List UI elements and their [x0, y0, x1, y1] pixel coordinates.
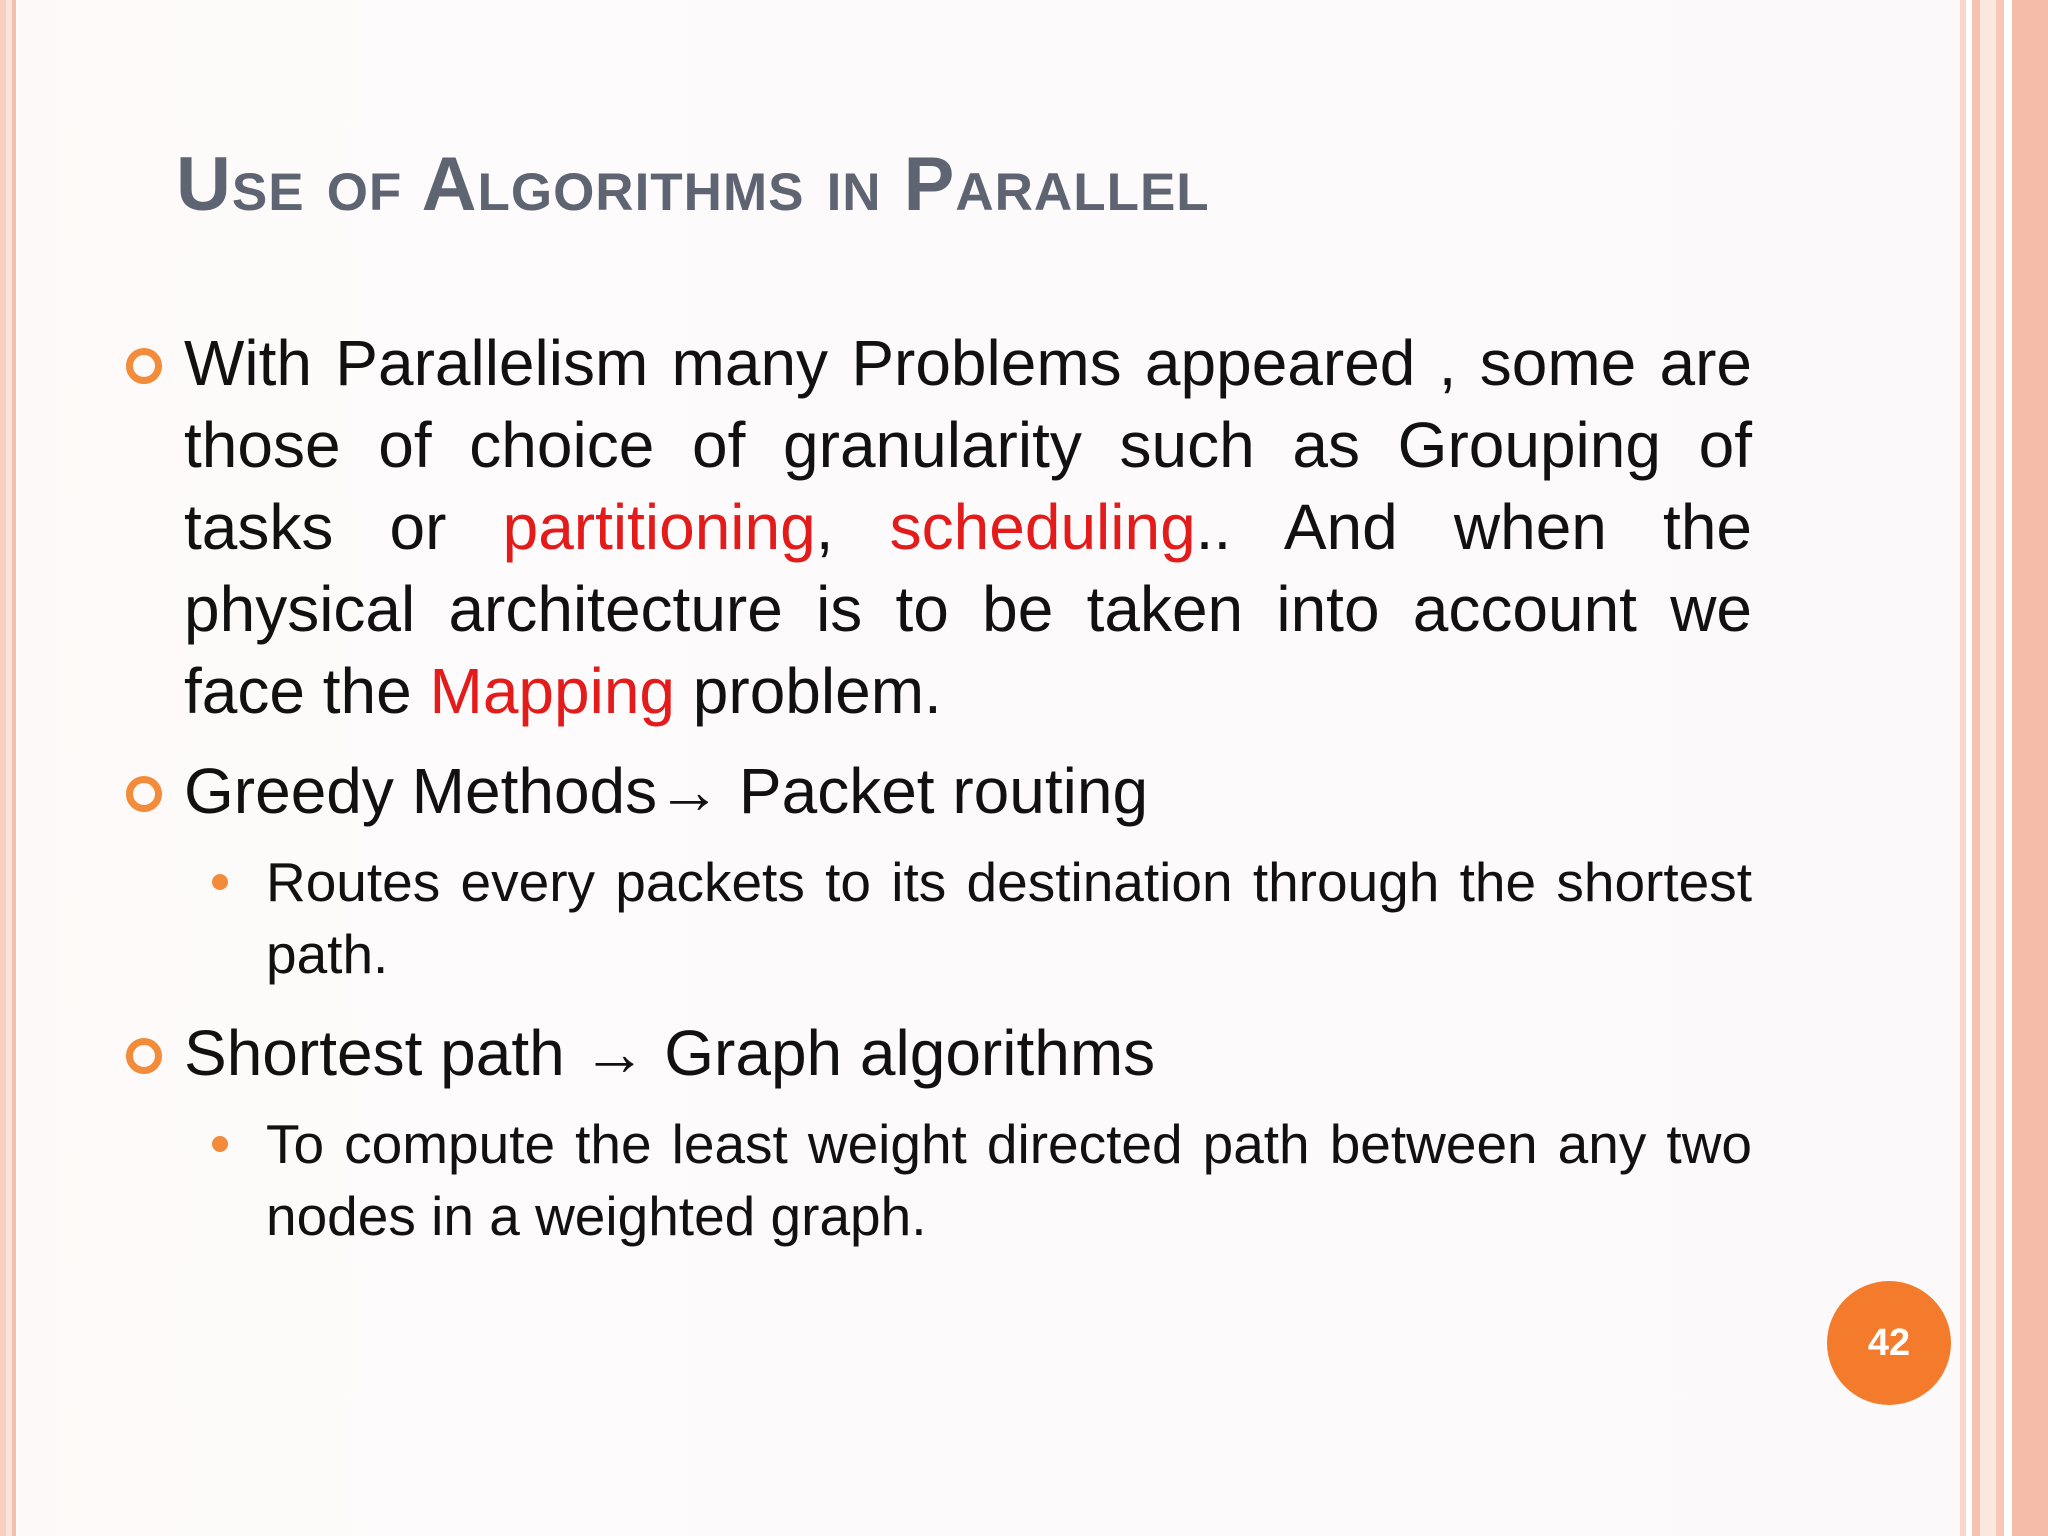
bullet-text-segment: problem.: [675, 655, 942, 727]
sub-bullet-graph-algorithms: [266, 1108, 1752, 1252]
ring-bullet-icon: [126, 348, 162, 384]
bullet-text: Shortest path → Graph algorithms: [184, 1017, 1156, 1089]
bullet-text-segment: ,: [815, 491, 890, 563]
highlight-partitioning: partitioning: [502, 491, 816, 563]
slide-title: Use of Algorithms in Parallel: [176, 142, 1210, 227]
highlight-mapping: Mapping: [429, 655, 675, 727]
dot-bullet-icon: [212, 874, 228, 890]
left-decorative-border: [0, 0, 18, 1536]
ring-bullet-icon: [126, 776, 162, 812]
dot-bullet-icon: [212, 1136, 228, 1152]
bullet-text-segment: .. And when the physical architecture is to be taken into account we face the: [184, 491, 1753, 727]
bullet-text-segment: With Parallelism many Problems appeared , some are those of choice of granularity such as Grouping of tasks or: [184, 327, 1752, 563]
highlight-scheduling: scheduling: [889, 491, 1196, 563]
bullet-parallelism-problems: [184, 322, 1752, 732]
bullet-shortest-path: [184, 1012, 1752, 1094]
sub-bullet-text: To compute the least weight directed path between any two nodes in a weighted graph.: [266, 1113, 1752, 1247]
bullet-text: Greedy Methods→ Packet routing: [184, 755, 1149, 827]
ring-bullet-icon: [126, 1038, 162, 1074]
bullet-greedy-methods: [184, 750, 1752, 832]
sub-bullet-packet-routing: [266, 846, 1752, 990]
slide-content: [184, 322, 1752, 1252]
right-decorative-border: [1960, 0, 2048, 1536]
sub-bullet-text: Routes every packets to its destination through the shortest path.: [266, 851, 1752, 985]
page-number-badge: 42: [1827, 1281, 1951, 1405]
